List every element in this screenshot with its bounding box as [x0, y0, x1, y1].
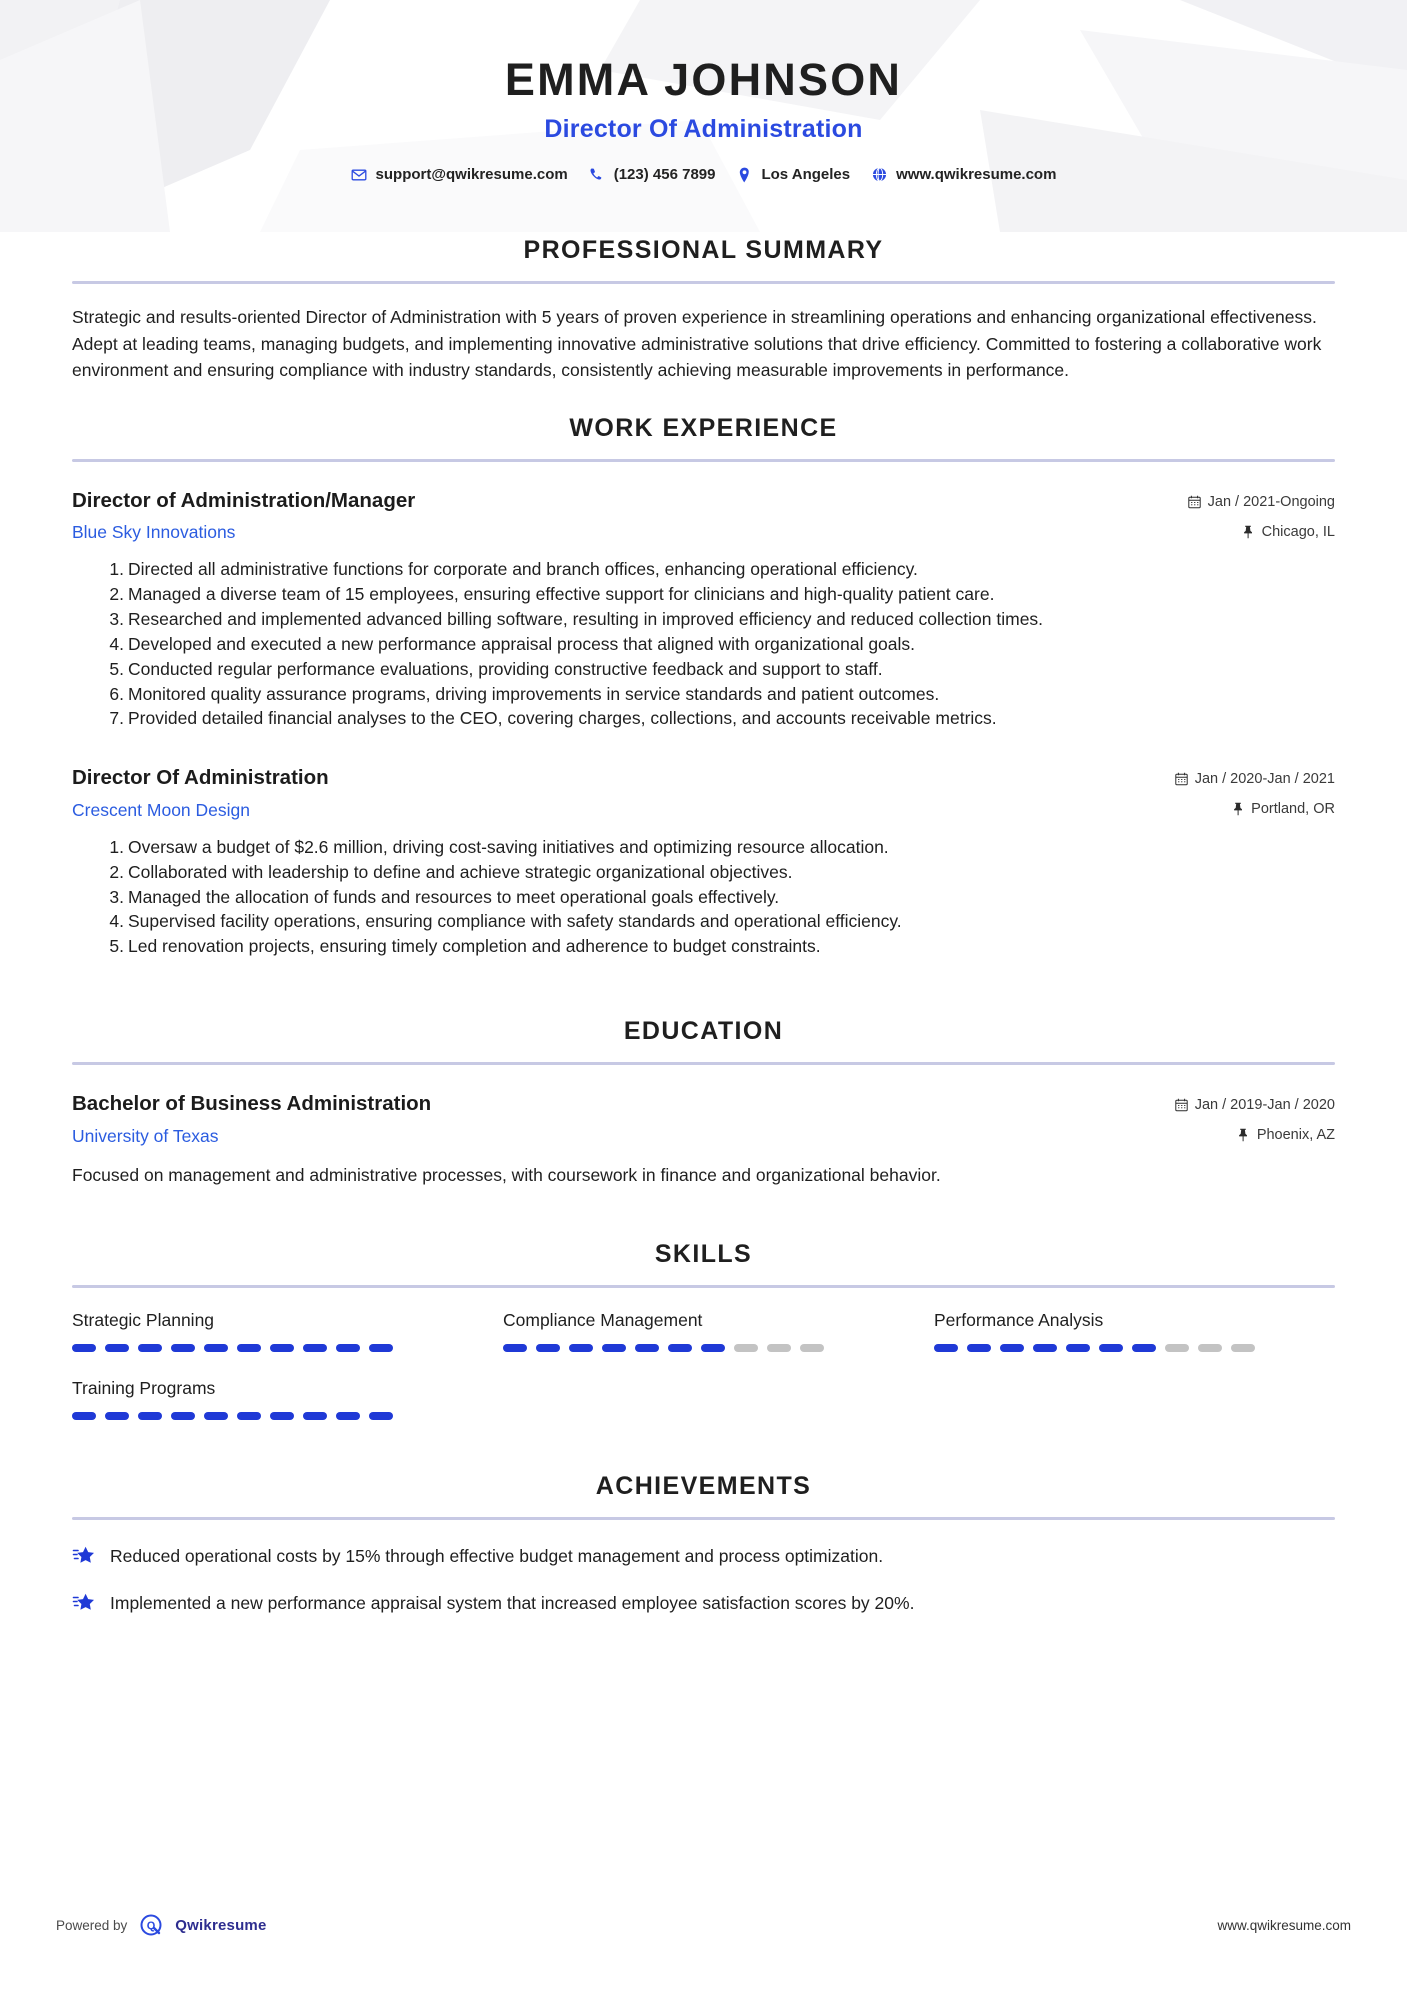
skill-rating-bar — [72, 1344, 473, 1352]
skill-segment — [72, 1412, 96, 1420]
education-location — [1175, 1127, 1335, 1143]
contact-row — [0, 166, 1407, 183]
experience-company[interactable]: Blue Sky Innovations — [72, 522, 236, 543]
experience-dates-text: Jan / 2021-Ongoing — [1207, 493, 1335, 510]
skill-segment — [303, 1344, 327, 1352]
section-work-experience — [72, 414, 1335, 959]
experience-company[interactable]: Crescent Moon Design — [72, 799, 250, 820]
bullet-item: Led renovation projects, ensuring timely completion and adherence to budget constraints. — [128, 936, 821, 957]
bullet-item: Conducted regular performance evaluations, providing constructive feedback and support to staff. — [128, 658, 883, 679]
experience-dates — [1175, 771, 1335, 787]
education-meta — [1175, 1091, 1335, 1143]
skill-segment — [668, 1344, 692, 1352]
skill-segment — [635, 1344, 659, 1352]
bullet-item: Supervised facility operations, ensuring compliance with safety standards and operational efficiency. — [128, 911, 902, 932]
brand-name[interactable]: Qwikresume — [175, 1916, 267, 1934]
star-badge-icon — [72, 1545, 96, 1567]
contact-location — [736, 166, 850, 183]
experience-job-title: Director Of Administration — [72, 766, 329, 790]
section-title-achievements: ACHIEVEMENTS — [595, 1472, 812, 1501]
skill-segment — [1198, 1344, 1222, 1352]
section-divider — [72, 1517, 1335, 1520]
resume-body — [0, 236, 1407, 1615]
section-divider — [72, 1062, 1335, 1065]
education-dates-text: Jan / 2019-Jan / 2020 — [1194, 1097, 1335, 1114]
section-education — [72, 1017, 1335, 1188]
bullet-item: Oversaw a budget of $2.6 million, driving cost-saving initiatives and optimizing resource allocation. — [128, 836, 889, 857]
skill-segment — [1165, 1344, 1189, 1352]
education-dates — [1175, 1097, 1335, 1113]
pushpin-icon — [1242, 525, 1255, 539]
candidate-job-title: Director Of Administration — [544, 115, 863, 144]
skill-segment — [336, 1344, 360, 1352]
skill-label: Strategic Planning — [72, 1310, 215, 1331]
skill-segment — [1132, 1344, 1156, 1352]
qwikresume-logo-icon — [138, 1912, 164, 1938]
education-entry — [72, 1091, 1335, 1188]
skill-segment — [138, 1344, 162, 1352]
contact-website[interactable] — [871, 166, 1056, 183]
achievement-text: Reduced operational costs by 15% through effective budget management and process optimization. — [110, 1546, 884, 1567]
experience-location-text: Chicago, IL — [1261, 523, 1335, 540]
education-description: Focused on management and administrative processes, with coursework in finance and organizational behavior. — [72, 1164, 941, 1185]
skill-segment — [734, 1344, 758, 1352]
experience-location — [1188, 524, 1335, 540]
experience-job-title: Director of Administration/Manager — [72, 488, 416, 512]
skill-segment — [105, 1412, 129, 1420]
achievement-text: Implemented a new performance appraisal system that increased employee satisfaction scores by 20%. — [110, 1592, 915, 1613]
education-institution[interactable]: University of Texas — [72, 1125, 219, 1146]
skill-segment — [1000, 1344, 1024, 1352]
skill-segment — [270, 1412, 294, 1420]
experience-meta — [1188, 488, 1335, 540]
location-pin-icon — [736, 167, 752, 183]
contact-email[interactable] — [351, 166, 568, 183]
section-divider — [72, 1285, 1335, 1288]
skill-segment — [767, 1344, 791, 1352]
skill-item — [934, 1310, 1335, 1352]
contact-phone-text: (123) 456 7899 — [613, 166, 716, 184]
experience-dates — [1188, 494, 1335, 510]
skill-label: Performance Analysis — [934, 1310, 1104, 1331]
calendar-icon — [1188, 495, 1201, 509]
skill-segment — [1066, 1344, 1090, 1352]
experience-location — [1175, 801, 1335, 817]
skill-segment — [569, 1344, 593, 1352]
footer-branding — [56, 1912, 267, 1938]
email-icon — [351, 167, 367, 183]
skill-segment — [967, 1344, 991, 1352]
bullet-item: Managed the allocation of funds and resources to meet operational goals effectively. — [128, 886, 780, 907]
pushpin-icon — [1237, 1128, 1250, 1142]
section-title-summary: PROFESSIONAL SUMMARY — [523, 236, 884, 264]
powered-by-label: Powered by — [56, 1917, 128, 1933]
globe-icon — [871, 167, 887, 183]
skill-segment — [138, 1412, 162, 1420]
page-footer — [0, 1912, 1407, 1938]
summary-paragraph: Strategic and results-oriented Director of Administration with 5 years of proven experience in streamlining operations and enhancing organizational effectiveness. Adept at leading teams, managing budgets, and implementing innovative administrative solutions that drive efficiency. Committed to fostering a collaborative work environment and ensuring compliance with industry standards, consistently achieving measurable improvements in performance. — [72, 307, 1322, 381]
contact-phone[interactable] — [589, 166, 716, 183]
experience-meta — [1175, 765, 1335, 817]
bullet-item: Managed a diverse team of 15 employees, ensuring effective support for clinicians and high-quality patient care. — [128, 584, 995, 605]
skill-segment — [1033, 1344, 1057, 1352]
contact-website-text: www.qwikresume.com — [896, 166, 1057, 184]
bullet-item: Provided detailed financial analyses to the CEO, covering charges, collections, and accounts receivable metrics. — [128, 708, 997, 729]
skill-segment — [1231, 1344, 1255, 1352]
contact-email-text: support@qwikresume.com — [375, 166, 568, 184]
experience-bullet-list — [72, 835, 1335, 959]
education-degree: Bachelor of Business Administration — [72, 1092, 432, 1116]
skill-segment — [204, 1344, 228, 1352]
bullet-item: Directed all administrative functions for corporate and branch offices, enhancing operational efficiency. — [128, 559, 918, 580]
bullet-item: Developed and executed a new performance appraisal process that aligned with organizational goals. — [128, 633, 916, 654]
skill-segment — [1099, 1344, 1123, 1352]
skill-label: Training Programs — [72, 1378, 216, 1399]
skill-segment — [105, 1344, 129, 1352]
contact-location-text: Los Angeles — [761, 166, 851, 184]
experience-bullet-list — [72, 557, 1335, 731]
skill-segment — [800, 1344, 824, 1352]
education-location-text: Phoenix, AZ — [1256, 1127, 1335, 1144]
section-divider — [72, 281, 1335, 284]
experience-dates-text: Jan / 2020-Jan / 2021 — [1194, 771, 1335, 788]
resume-header — [0, 0, 1407, 232]
skill-segment — [369, 1412, 393, 1420]
experience-location-text: Portland, OR — [1251, 801, 1335, 818]
skill-label: Compliance Management — [503, 1310, 703, 1331]
skill-segment — [369, 1344, 393, 1352]
skill-segment — [270, 1344, 294, 1352]
experience-entry — [72, 488, 1335, 732]
achievement-item — [72, 1544, 1335, 1569]
skill-segment — [701, 1344, 725, 1352]
bullet-item: Researched and implemented advanced billing software, resulting in improved efficiency and reduced collection times. — [128, 609, 1044, 630]
achievement-item — [72, 1591, 1335, 1616]
section-divider — [72, 459, 1335, 462]
skill-rating-bar — [503, 1344, 904, 1352]
section-title-skills: SKILLS — [654, 1240, 753, 1269]
calendar-icon — [1175, 772, 1188, 786]
skill-rating-bar — [72, 1412, 473, 1420]
experience-entry — [72, 765, 1335, 959]
section-professional-summary — [72, 236, 1335, 384]
skill-segment — [503, 1344, 527, 1352]
skill-rating-bar — [934, 1344, 1335, 1352]
skill-segment — [237, 1344, 261, 1352]
bullet-item: Collaborated with leadership to define and achieve strategic organizational objectives. — [128, 861, 793, 882]
skills-grid — [72, 1310, 1335, 1420]
skill-segment — [72, 1344, 96, 1352]
section-achievements — [72, 1472, 1335, 1615]
skill-segment — [934, 1344, 958, 1352]
star-badge-icon — [72, 1592, 96, 1614]
candidate-name: EMMA JOHNSON — [504, 54, 903, 105]
calendar-icon — [1175, 1098, 1188, 1112]
section-skills — [72, 1240, 1335, 1420]
skill-item — [503, 1310, 904, 1352]
skill-item — [72, 1310, 473, 1352]
skill-segment — [303, 1412, 327, 1420]
bullet-item: Monitored quality assurance programs, driving improvements in service standards and patient outcomes. — [128, 683, 940, 704]
pushpin-icon — [1231, 802, 1244, 816]
skill-segment — [536, 1344, 560, 1352]
phone-icon — [589, 167, 605, 183]
section-title-education: EDUCATION — [623, 1017, 784, 1046]
skill-segment — [602, 1344, 626, 1352]
skill-segment — [336, 1412, 360, 1420]
achievements-list — [72, 1544, 1335, 1615]
skill-segment — [171, 1344, 195, 1352]
section-title-experience: WORK EXPERIENCE — [569, 413, 838, 442]
skill-segment — [171, 1412, 195, 1420]
skill-segment — [237, 1412, 261, 1420]
skill-item — [72, 1378, 473, 1420]
skill-segment — [204, 1412, 228, 1420]
footer-website[interactable]: www.qwikresume.com — [1217, 1917, 1351, 1933]
svg-text:Q: Q — [147, 1920, 156, 1932]
